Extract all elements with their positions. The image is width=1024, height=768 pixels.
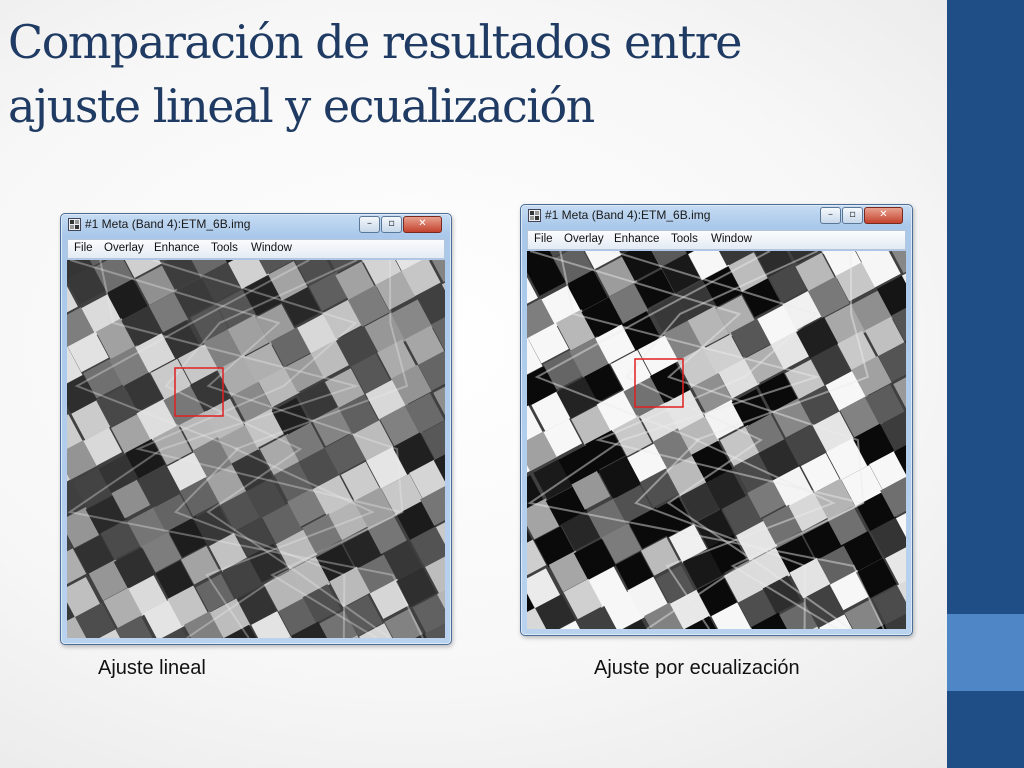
satellite-image-equalization[interactable]	[527, 251, 906, 629]
satellite-image-canvas	[527, 251, 906, 629]
close-icon[interactable]: ✕	[403, 216, 442, 233]
minimize-icon[interactable]: –	[820, 207, 841, 224]
grid-app-icon	[68, 218, 81, 231]
menu-bar	[527, 230, 906, 250]
decorative-side-accent	[947, 614, 1024, 691]
window-title: #1 Meta (Band 4):ETM_6B.img	[545, 208, 711, 222]
image-window-equalization[interactable]	[520, 204, 913, 636]
menu-overlay[interactable]: Overlay	[104, 242, 144, 254]
caption-linear: Ajuste lineal	[98, 657, 206, 679]
menu-tools[interactable]: Tools	[671, 233, 698, 245]
slide-title-line-1: Comparación de resultados entre	[8, 15, 741, 69]
menu-bar	[67, 239, 445, 259]
menu-enhance[interactable]: Enhance	[614, 233, 660, 245]
window-title: #1 Meta (Band 4):ETM_6B.img	[85, 217, 251, 231]
maximize-icon[interactable]: ▫	[842, 207, 863, 224]
slide-title	[8, 10, 938, 138]
caption-equalization: Ajuste por ecualización	[594, 657, 800, 679]
close-icon[interactable]: ✕	[864, 207, 903, 224]
menu-overlay[interactable]: Overlay	[564, 233, 604, 245]
satellite-image-linear[interactable]	[67, 260, 445, 638]
maximize-icon[interactable]: ▫	[381, 216, 402, 233]
window-titlebar[interactable]	[61, 214, 451, 236]
satellite-image-canvas	[67, 260, 445, 638]
image-window-linear[interactable]	[60, 213, 452, 645]
menu-window[interactable]: Window	[711, 233, 752, 245]
window-titlebar[interactable]	[521, 205, 912, 227]
menu-tools[interactable]: Tools	[211, 242, 238, 254]
menu-file[interactable]: File	[74, 242, 93, 254]
menu-window[interactable]: Window	[251, 242, 292, 254]
grid-app-icon	[528, 209, 541, 222]
slide-title-line-2: ajuste lineal y ecualización	[8, 79, 594, 133]
minimize-icon[interactable]: –	[359, 216, 380, 233]
menu-enhance[interactable]: Enhance	[154, 242, 200, 254]
menu-file[interactable]: File	[534, 233, 553, 245]
